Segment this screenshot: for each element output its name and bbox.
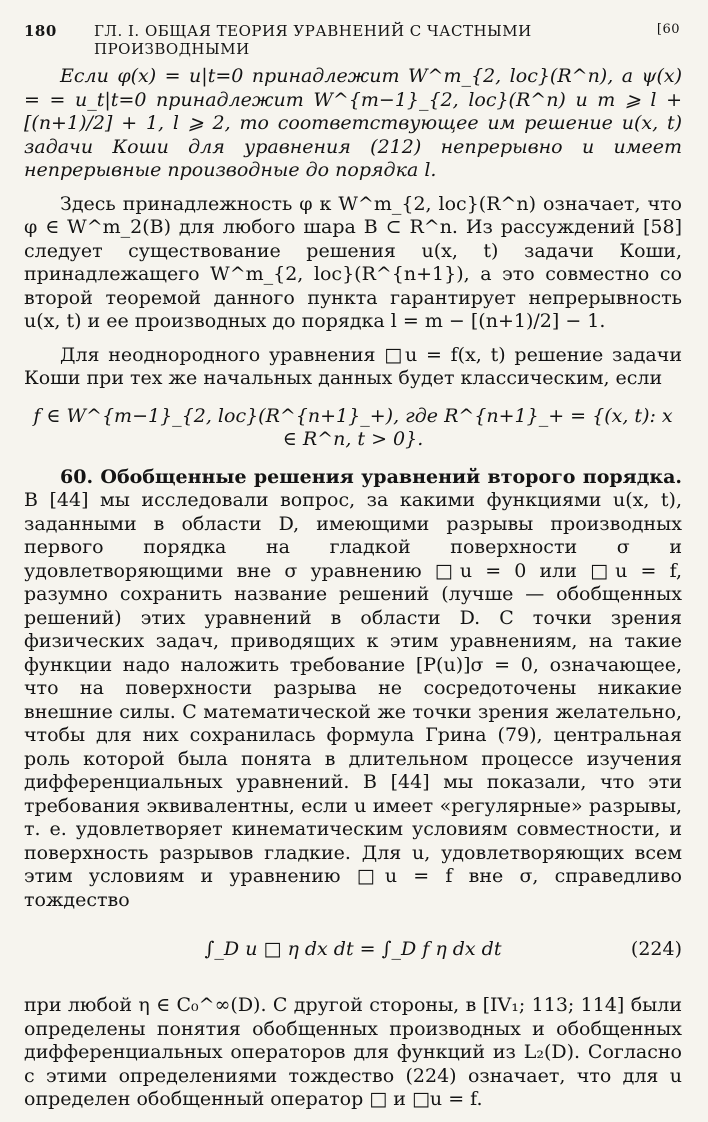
section-60-paragraph [24,466,682,913]
section-60-text: В [44] мы исследовали вопрос, за какими функциями u(x, t), заданными в области D, имеющими разрывы производных первого порядка на гладкой поверхности σ и удовлетворяющими вне σ уравнению □u = 0 или □u = f, разумно сохранить название решений (лучше — обобщенных решений) этих уравнений в области D. С точки зрения физических задач, приводящих к этим уравнениям, на такие функции надо наложить требование [P(u)]σ = 0, означающее, что на поверхности разрыва не сосредоточены никакие внешние силы. С математической же точки зрения желательно, чтобы для них сохранилась формула Грина (79), центральная роль которой была понята в длительном процессе изучения дифференциальных уравнений. В [44] мы показали, что эти требования эквивалентны, если u имеет «регулярные» разрывы, т. е. удовлетворяет кинематическим условиям совместности, и поверхность разрывов гладкие. Для u, удовлетворяющих всем этим условиям и уравнению □u = f вне σ, справедливо тождество [24,489,682,911]
paragraph-membership: Здесь принадлежность φ к W^m_{2, loc}(R^n) означает, что φ ∈ W^m_2(B) для любого шара B ⊂ R^n. Из рассуждений [58] следует существование решения u(x, t) задачи Коши, принадлежащего W^m_{2, loc}(R^{n+1}), а это совместно со второй теоремой данного пункта гарантирует непрерывность u(x, t) и ее производных до порядка l = m − [(n+1)/2] − 1. [24,192,682,332]
paragraph-inhomogeneous: Для неоднородного уравнения □u = f(x, t) решение задачи Коши при тех же начальных данных будет классическим, если [24,343,682,389]
page-number: 180 [24,22,57,40]
running-title: ГЛ. I. ОБЩАЯ ТЕОРИЯ УРАВНЕНИЙ С ЧАСТНЫМИ ПРОИЗВОДНЫМИ [94,22,532,58]
page-body [24,65,682,1122]
theorem-statement: Если φ(x) = u|t=0 принадлежит W^m_{2, loc}(R^n), а ψ(x) = = u_t|t=0 принадлежит W^{m−1}_{2, loc}(R^n) и m ⩾ l + [(n+1)/2] + 1, l ⩾ 2, то соответствующее им решение u(x, t) задачи Коши для уравнения (212) непрерывно и имеет непрерывные производные до порядка l. [24,65,682,181]
display-formula: f ∈ W^{m−1}_{2, loc}(R^{n+1}_+), где R^{n+1}_+ = {(x, t): x ∈ R^n, t > 0}. [33,404,673,450]
equation-body: ∫_D u □ η dx dt = ∫_D f η dx dt [204,938,502,960]
paragraph-generalized-operators: при любой η ∈ C₀^∞(D). С другой стороны, в [IV₁; 113; 114] были определены понятия обобщенных производных и обобщенных дифференциальных операторов для функций из L₂(D). Согласно с этими определениями тождество (224) означает, что для u определен обобщенный оператор □ и □u = f. [24,994,682,1110]
section-marker: [60 [656,22,680,37]
equation-number: (224) [630,938,682,960]
section-heading: 60. Обобщенные решения уравнений второго порядка. [60,465,682,488]
equation-224 [24,930,682,968]
